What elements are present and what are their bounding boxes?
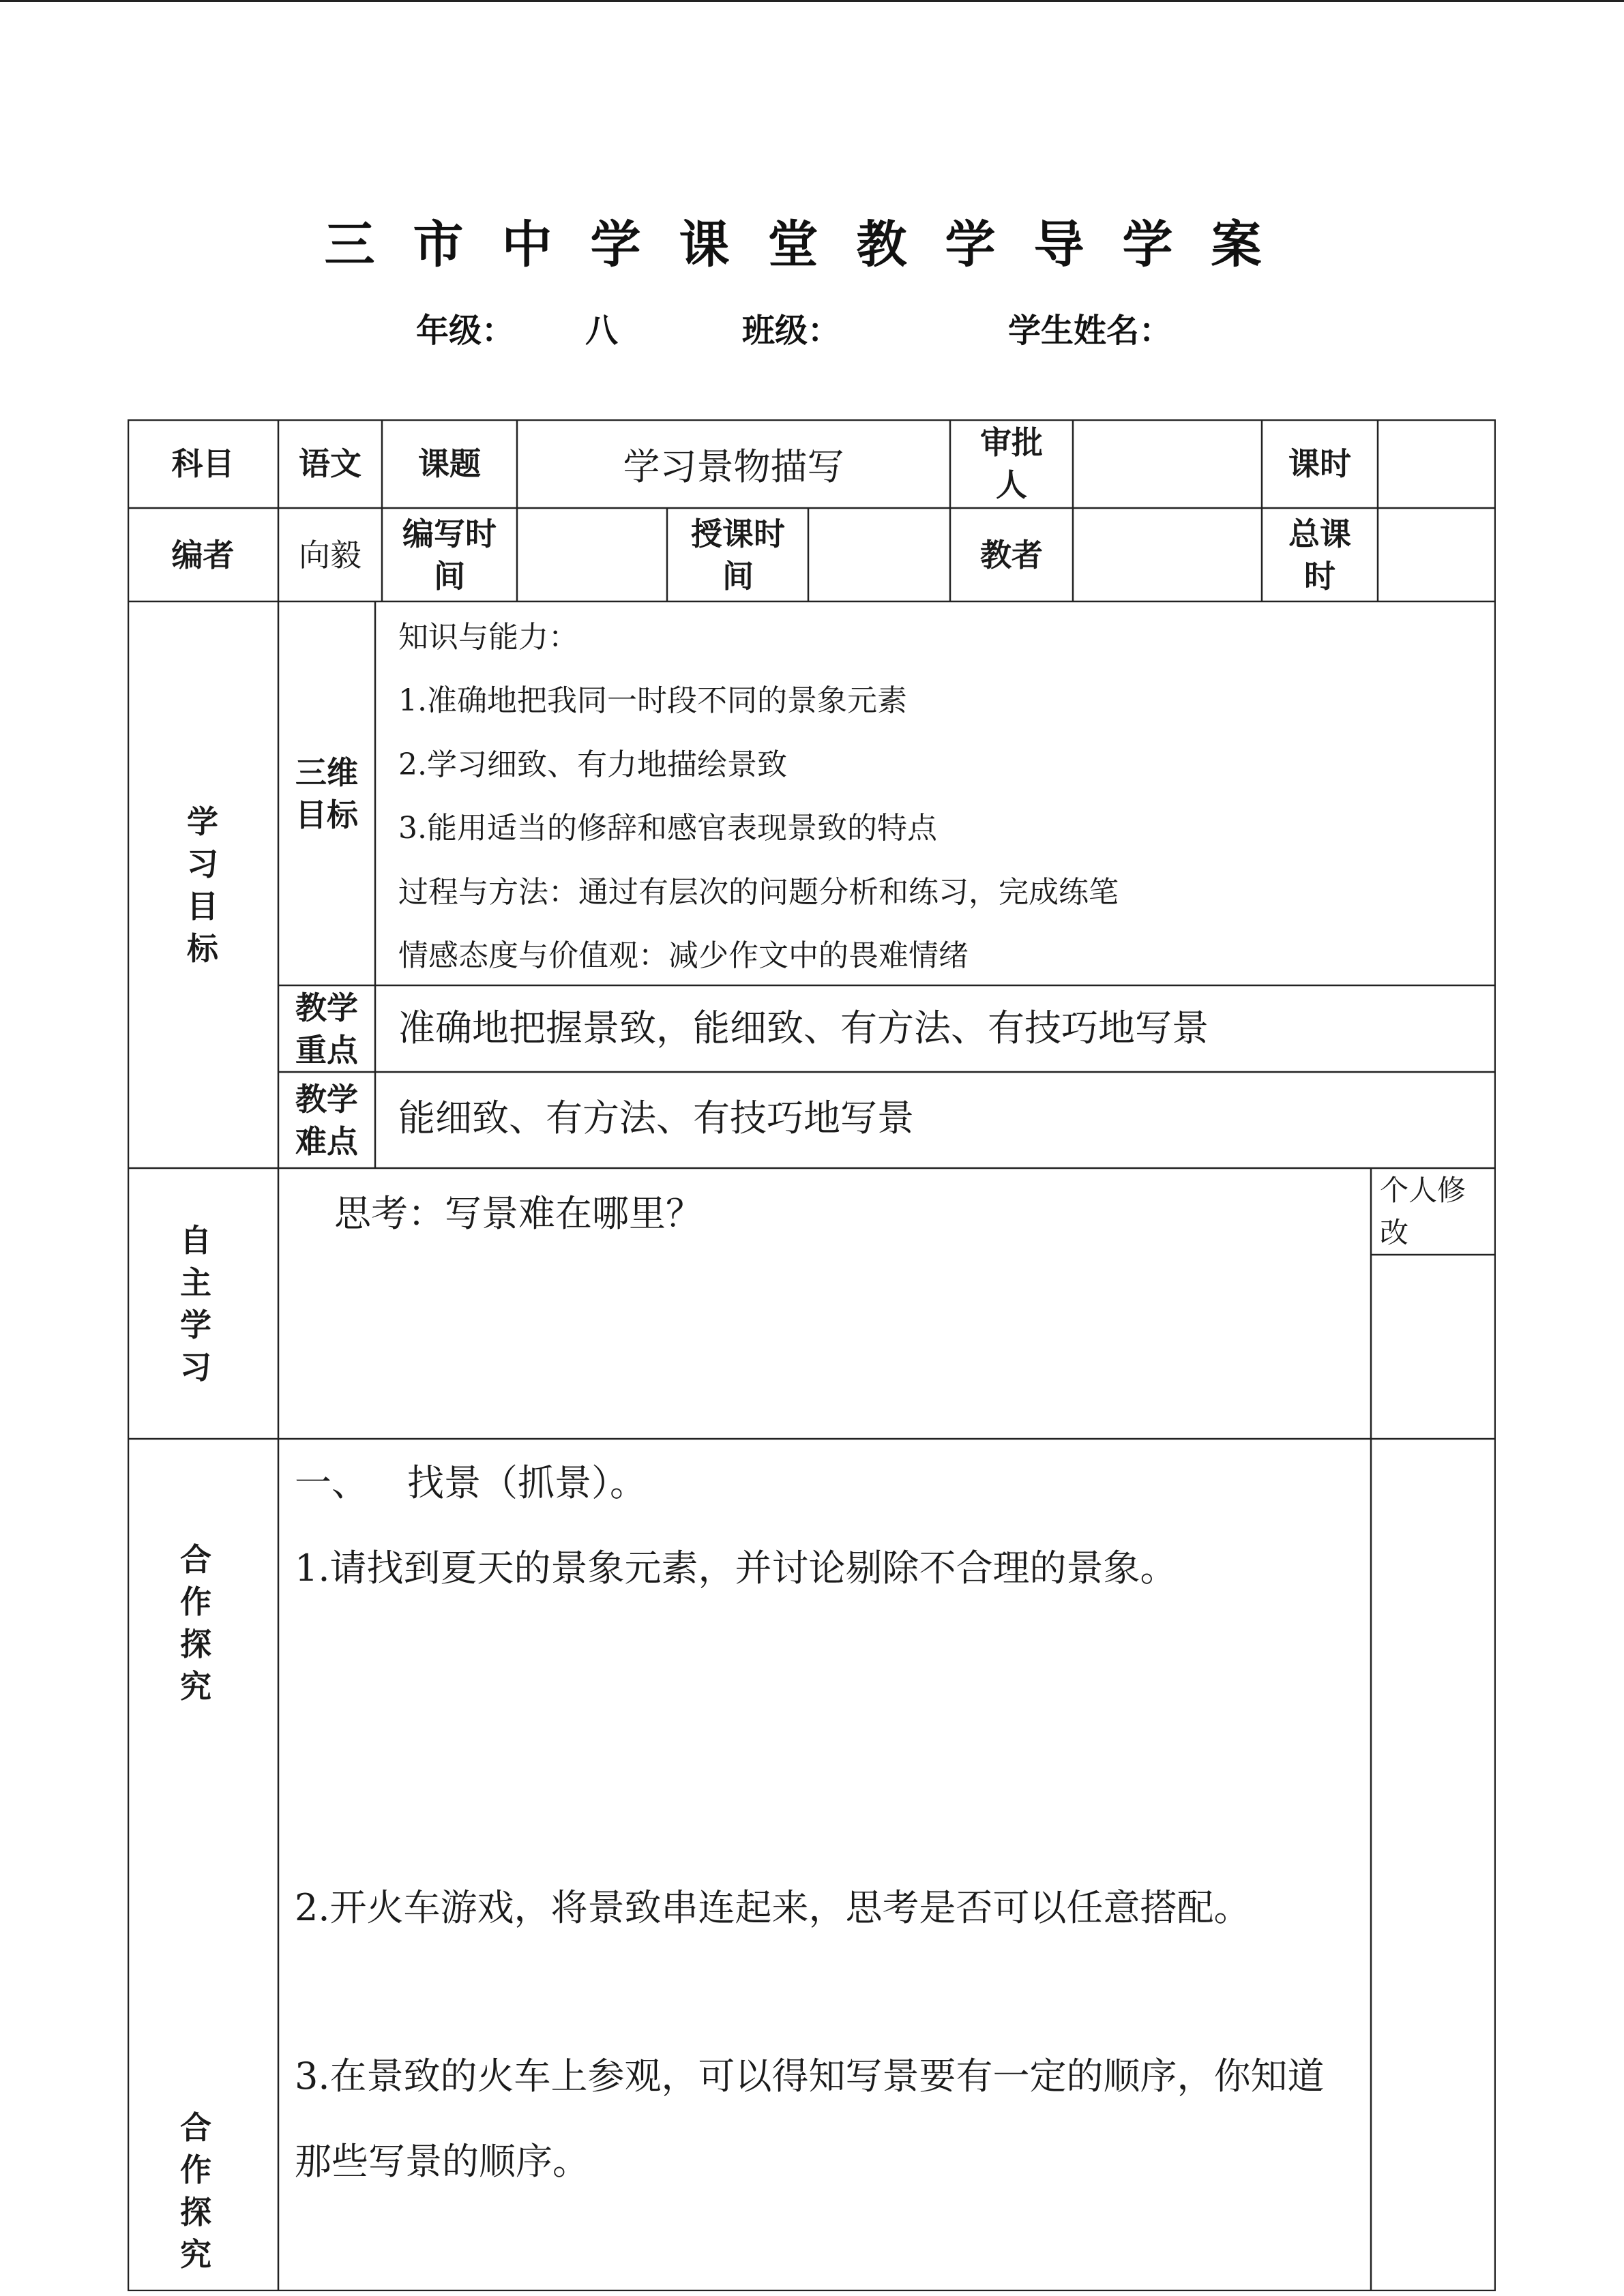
objectives-section-label: 学习目标 <box>187 803 218 967</box>
self-study-prompt: 思考：写景难在哪里？ <box>334 1192 703 1235</box>
subject-value: 语文 <box>299 445 361 482</box>
approver-label: 审批人 <box>980 424 1043 503</box>
difficulty-text: 能细致、有方法、有技巧地写景 <box>398 1097 914 1139</box>
teach-time-label: 授课时间 <box>691 515 785 595</box>
emotion-attitude-text: 情感态度与价值观：减少作文中的畏难情绪 <box>398 938 969 973</box>
author-label: 编者 <box>171 536 235 573</box>
period-label: 课时 <box>1288 445 1351 482</box>
question-3-line-1: 3.在景致的火车上参观，可以得知写景要有一定的顺序，你知道 <box>295 2055 1325 2098</box>
page-top-border <box>0 0 1624 2</box>
objective-item-3: 3.能用适当的修辞和感官表现景致的特点 <box>398 811 937 846</box>
topic-label: 课题 <box>418 445 481 482</box>
personal-revision-label: 个人修改 <box>1380 1173 1466 1249</box>
period-value[interactable] <box>1378 419 1496 508</box>
cooperation-section-label: 合作探究 <box>180 1541 211 1705</box>
cooperation-section-label-repeat: 合作探究 <box>180 2108 211 2273</box>
self-study-section-label: 自主学习 <box>180 1221 211 1386</box>
approver-value[interactable] <box>1073 419 1262 508</box>
process-method-text: 过程与方法：通过有层次的问题分析和练习，完成练笔 <box>398 875 1119 910</box>
subject-label: 科目 <box>171 445 235 482</box>
teacher-value[interactable] <box>1073 508 1262 601</box>
grade-value: 八 <box>585 312 619 350</box>
question-2: 2.开火车游戏，将景致串连起来，思考是否可以任意搭配。 <box>295 1886 1251 1929</box>
teacher-label: 教者 <box>980 536 1043 573</box>
total-periods-label: 总课时 <box>1288 515 1351 595</box>
grade-label: 年级： <box>416 312 515 350</box>
difficulty-label: 教学难点 <box>295 1080 358 1160</box>
objective-item-2: 2.学习细致、有力地描绘景致 <box>398 747 787 782</box>
write-time-value[interactable] <box>517 508 667 601</box>
section-one-number: 一、 <box>295 1461 368 1504</box>
class-label: 班级： <box>742 312 841 350</box>
knowledge-heading: 知识与能力： <box>398 620 578 655</box>
author-value: 向毅 <box>299 536 361 573</box>
objective-item-1: 1.准确地把我同一时段不同的景象元素 <box>398 683 907 718</box>
total-periods-value[interactable] <box>1378 508 1496 601</box>
key-points-text: 准确地把握景致，能细致、有方法、有技巧地写景 <box>398 1007 1209 1049</box>
write-time-label: 编写时间 <box>402 515 497 595</box>
question-3-line-2: 那些写景的顺序。 <box>295 2140 589 2183</box>
lesson-plan-table <box>128 419 1496 2291</box>
topic-value: 学习景物描写 <box>623 445 844 488</box>
document-title: 三市中学课堂教学导学案 <box>324 215 1300 274</box>
section-one-heading: 找景（抓景）。 <box>407 1461 647 1504</box>
question-1: 1.请找到夏天的景象元素，并讨论剔除不合理的景象。 <box>295 1547 1177 1590</box>
student-name-label: 学生姓名： <box>1008 312 1172 350</box>
key-points-label: 教学重点 <box>295 989 358 1069</box>
teach-time-value[interactable] <box>808 508 950 601</box>
three-dim-label: 三维目标 <box>295 754 358 833</box>
